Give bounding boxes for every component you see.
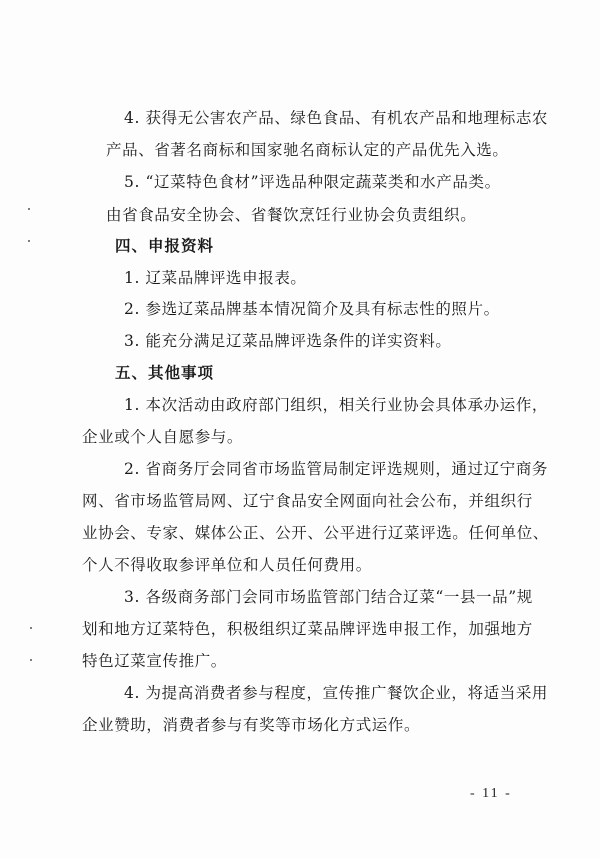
text-line: 4. 为提高消费者参与程度，宣传推广餐饮企业，将适当采用 — [124, 684, 549, 702]
text-line: 划和地方辽菜特色，积极组织辽菜品牌评选申报工作，加强地方 — [82, 620, 533, 638]
text-line: 1. 辽菜品牌评选申报表。 — [124, 269, 307, 287]
text-line: 特色辽菜宣传推广。 — [82, 652, 227, 670]
scan-speck — [30, 627, 32, 629]
text-line: 2. 省商务厅会同省市场监管局制定评选规则，通过辽宁商务 — [124, 460, 549, 478]
text-line: 业协会、专家、媒体公正、公开、公平进行辽菜评选。任何单位、 — [82, 524, 549, 542]
text-line: 3. 各级商务部门会同市场监管部门结合辽菜“一县一品”规 — [124, 588, 533, 606]
text-line: 3. 能充分满足辽菜品牌评选条件的详实资料。 — [124, 332, 452, 350]
text-line: 网、省市场监管局网、辽宁食品安全网面向社会公布，并组织行 — [82, 492, 533, 510]
section-heading: 五、其他事项 — [115, 364, 215, 382]
text-line: 产品、省著名商标和国家驰名商标认定的产品优先入选。 — [106, 141, 509, 159]
scan-speck — [30, 659, 32, 661]
scan-speck — [28, 240, 30, 242]
text-line: 个人不得收取参评单位和人员任何费用。 — [82, 556, 372, 574]
section-heading: 四、申报资料 — [115, 237, 215, 255]
text-line: 企业赞助，消费者参与有奖等市场化方式运作。 — [82, 716, 421, 734]
scan-speck — [28, 208, 30, 210]
page-number: - 11 - — [470, 786, 512, 801]
text-line: 企业或个人自愿参与。 — [82, 428, 244, 446]
text-line: 由省食品安全协会、省餐饮烹饪行业协会负责组织。 — [106, 206, 477, 224]
text-line: 2. 参选辽菜品牌基本情况简介及具有标志性的照片。 — [124, 300, 500, 318]
text-line: 1. 本次活动由政府部门组织，相关行业协会具体承办运作， — [124, 396, 549, 414]
text-line: 4. 获得无公害农产品、绿色食品、有机农产品和地理标志农 — [124, 109, 549, 127]
text-line: 5. “辽菜特色食材”评选品种限定蔬菜类和水产品类。 — [124, 173, 501, 191]
